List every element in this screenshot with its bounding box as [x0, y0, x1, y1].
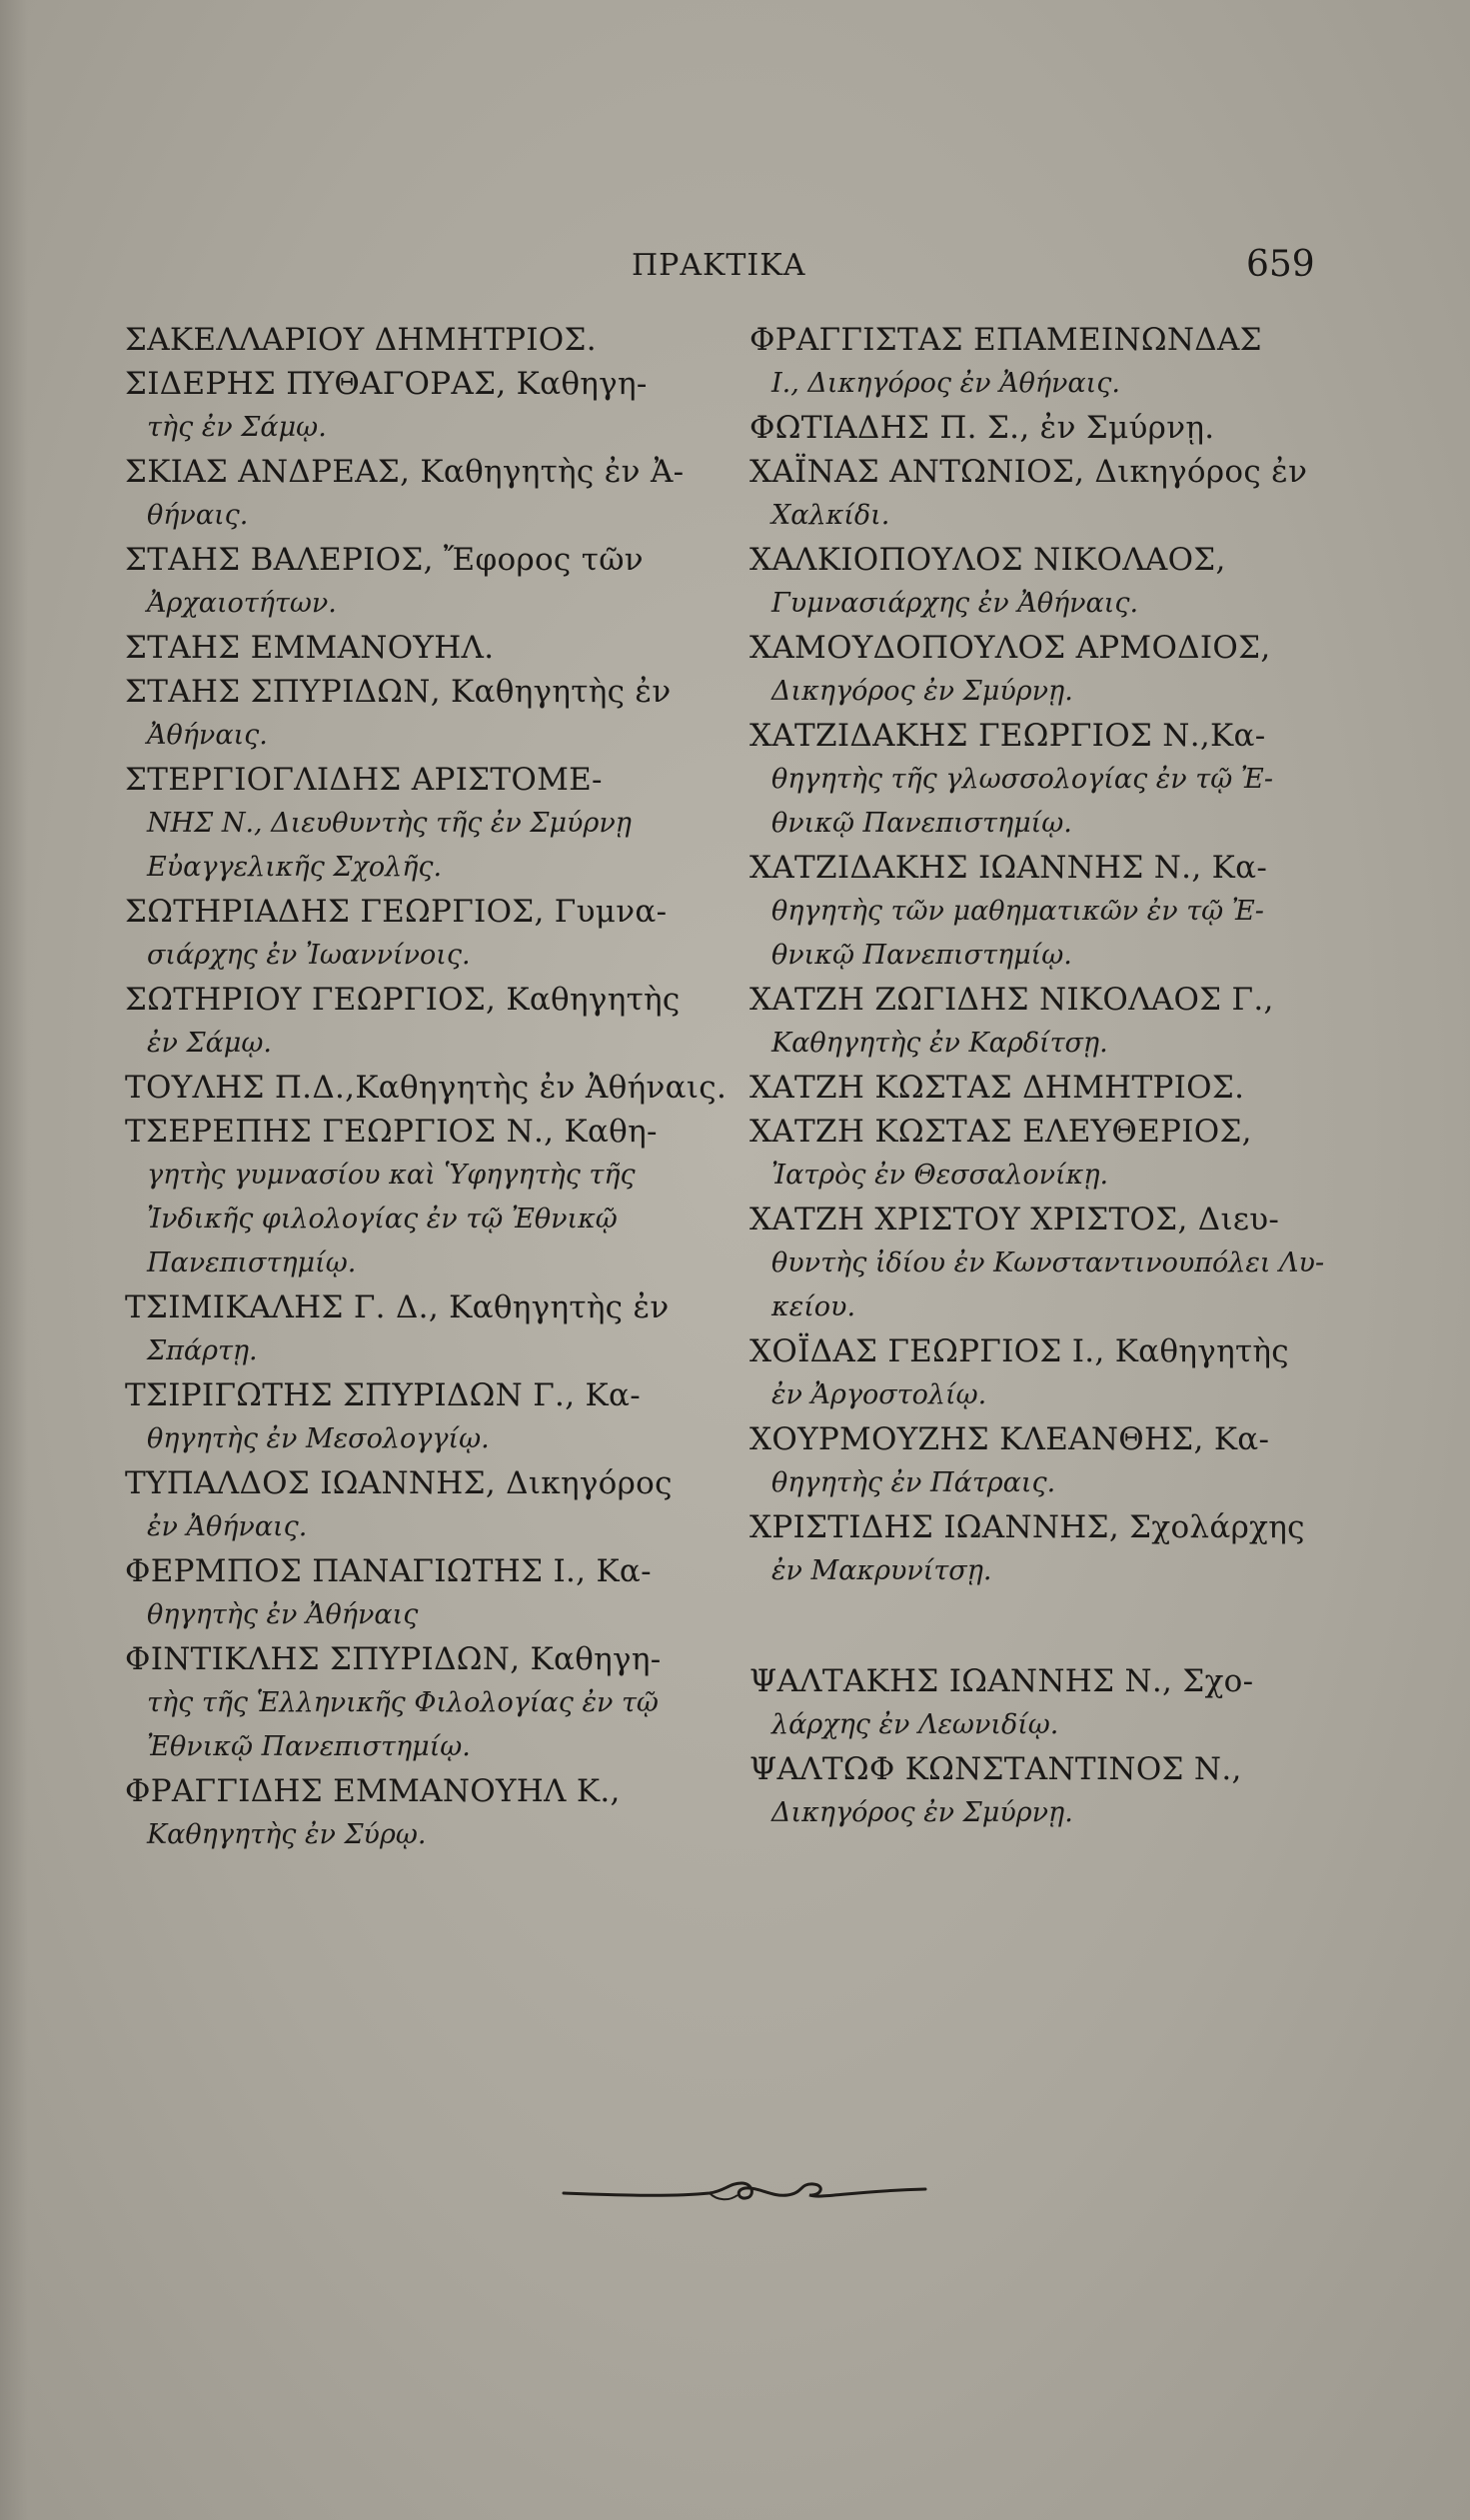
entry-name-line: ΣΤΑΗΣ ΣΠΥΡΙΔΩΝ, Καθηγητὴς ἐν — [125, 674, 672, 710]
entry-continuation-line: Ἀρχαιοτήτων. — [147, 588, 337, 619]
entry-name-line: ΨΑΛΤΩΦ ΚΩΝΣΤΑΝΤΙΝΟΣ Ν., — [749, 1751, 1242, 1787]
register-entry — [125, 1110, 725, 1285]
entry-name-line: ΦΡΑΓΓΙΔΗΣ ΕΜΜΑΝΟΥΗΛ Κ., — [125, 1773, 621, 1809]
entry-continuation-line: Ἀθήναις. — [147, 720, 268, 751]
entry-continuation-line: Καθηγητὴς ἐν Σύρῳ. — [147, 1819, 427, 1850]
entry-continuation-line: Ἰνδικῆς φιλολογίας ἐν τῷ Ἐθνικῷ — [147, 1204, 618, 1235]
entry-continuation-line: Χαλκίδι. — [771, 500, 890, 531]
register-entry — [125, 1549, 725, 1637]
entry-continuation-line: Δικηγόρος ἐν Σμύρνῃ. — [771, 1797, 1073, 1828]
entry-continuation-line: σιάρχης ἐν Ἰωαννίνοις. — [147, 940, 471, 971]
entry-name-line: ΣΙΔΕΡΗΣ ΠΥΘΑΓΟΡΑΣ, Καθηγη- — [125, 366, 648, 402]
register-entry — [125, 1066, 728, 1110]
entry-name-line: ΧΡΙΣΤΙΔΗΣ ΙΩΑΝΝΗΣ, Σχολάρχης — [749, 1509, 1305, 1545]
entry-continuation-line: θηγητὴς τῶν μαθηματικῶν ἐν τῷ Ἐ- — [771, 896, 1264, 927]
entry-name-line: ΧΟΥΡΜΟΥΖΗΣ ΚΛΕΑΝΘΗΣ, Κα- — [749, 1421, 1270, 1457]
page-edge-shadow — [0, 0, 28, 2520]
entry-name-line: ΦΙΝΤΙΚΛΗΣ ΣΠΥΡΙΔΩΝ, Καθηγη- — [125, 1641, 662, 1677]
entry-continuation-line: κείου. — [771, 1291, 856, 1322]
entry-name-line: ΤΣΙΜΙΚΑΛΗΣ Γ. Δ., Καθηγητὴς ἐν — [125, 1289, 670, 1325]
register-entry — [125, 450, 725, 538]
entry-continuation-line: Καθηγητὴς ἐν Καρδίτσῃ. — [771, 1028, 1108, 1059]
entry-name-line: ΣΑΚΕΛΛΑΡΙΟΥ ΔΗΜΗΤΡΙΟΣ. — [125, 322, 597, 358]
register-entry — [749, 318, 1329, 406]
register-entry — [125, 670, 725, 758]
register-entry — [749, 626, 1329, 714]
vertical-gap — [749, 1593, 1329, 1659]
register-entry — [749, 538, 1329, 626]
left-column — [125, 318, 728, 1857]
entry-name-line: ΧΑΤΖΗ ΚΩΣΤΑΣ ΕΛΕΥΘΕΡΙΟΣ, — [749, 1114, 1252, 1150]
entry-continuation-line: ἐν Ἀργοστολίῳ. — [771, 1379, 987, 1410]
running-header: ΠΡΑΚΤΙΚΑ — [632, 248, 806, 283]
entry-name-line: ΣΤΑΗΣ ΕΜΜΑΝΟΥΗΛ. — [125, 630, 495, 666]
entry-continuation-line: θήναις. — [147, 500, 249, 531]
register-entry — [125, 890, 725, 978]
entry-name-line: ΣΚΙΑΣ ΑΝΔΡΕΑΣ, Καθηγητὴς ἐν Ἀ- — [125, 454, 685, 490]
entry-continuation-line: θνικῷ Πανεπιστημίῳ. — [771, 808, 1072, 839]
register-entry — [749, 1066, 1329, 1110]
entry-continuation-line: γητὴς γυμνασίου καὶ Ὑφηγητὴς τῆς — [147, 1160, 636, 1191]
entry-continuation-line: Σπάρτῃ. — [147, 1335, 258, 1366]
register-entry — [125, 318, 725, 362]
entry-name-line: ΣΤΑΗΣ ΒΑΛΕΡΙΟΣ, Ἔφορος τῶν — [125, 542, 644, 578]
register-entry — [125, 538, 725, 626]
entry-name-line: ΣΤΕΡΓΙΟΓΛΙΔΗΣ ΑΡΙΣΤΟΜΕ- — [125, 762, 603, 798]
entry-name-line: ΧΑΤΖΗ ΚΩΣΤΑΣ ΔΗΜΗΤΡΙΟΣ. — [749, 1070, 1245, 1106]
entry-continuation-line: θηγητὴς ἐν Μεσολογγίῳ. — [147, 1423, 490, 1454]
entry-name-line: ΧΑΜΟΥΔΟΠΟΥΛΟΣ ΑΡΜΟΔΙΟΣ, — [749, 630, 1271, 666]
register-entry — [749, 450, 1329, 538]
register-entry — [125, 1285, 725, 1373]
entry-continuation-line: θηγητὴς τῆς γλωσσολογίας ἐν τῷ Ἐ- — [771, 764, 1273, 795]
register-entry — [125, 758, 725, 890]
entry-name-line: ΧΟΪΔΑΣ ΓΕΩΡΓΙΟΣ Ι., Καθηγητὴς — [749, 1333, 1289, 1369]
entry-continuation-line: ΝΗΣ Ν., Διευθυντὴς τῆς ἐν Σμύρνῃ — [147, 808, 632, 839]
register-entry — [125, 1637, 725, 1769]
register-entry — [749, 1329, 1329, 1417]
right-column — [749, 318, 1329, 1835]
register-entry — [125, 362, 725, 450]
entry-continuation-line: Εὐαγγελικῆς Σχολῆς. — [147, 852, 443, 883]
register-entry — [749, 1417, 1329, 1505]
entry-continuation-line: Πανεπιστημίῳ. — [147, 1248, 357, 1278]
entry-name-line: ΧΑΛΚΙΟΠΟΥΛΟΣ ΝΙΚΟΛΑΟΣ, — [749, 542, 1226, 578]
decorative-ornament — [560, 2171, 929, 2211]
entry-continuation-line: ἐν Μακρυνίτσῃ. — [771, 1555, 992, 1586]
register-entry — [749, 406, 1329, 450]
entry-name-line: ΦΕΡΜΠΟΣ ΠΑΝΑΓΙΩΤΗΣ Ι., Κα- — [125, 1553, 652, 1589]
register-entry — [125, 626, 725, 670]
entry-continuation-line: Ι., Δικηγόρος ἐν Ἀθήναις. — [771, 368, 1120, 399]
register-entry — [749, 1198, 1329, 1329]
register-entry — [125, 1769, 725, 1857]
register-entry — [125, 1461, 725, 1549]
entry-continuation-line: Ἰατρὸς ἐν Θεσσαλονίκῃ. — [771, 1160, 1109, 1191]
entry-name-line: ΤΟΥΛΗΣ Π.Δ.,Καθηγητὴς ἐν Ἀθήναις. — [125, 1070, 728, 1106]
entry-continuation-line: λάρχης ἐν Λεωνιδίῳ. — [771, 1709, 1059, 1740]
entry-continuation-line: ἐν Σάμῳ. — [147, 1028, 272, 1059]
entry-name-line: ΤΣΕΡΕΠΗΣ ΓΕΩΡΓΙΟΣ Ν., Καθη- — [125, 1114, 658, 1150]
entry-continuation-line: θηγητὴς ἐν Ἀθήναις — [147, 1599, 419, 1630]
entry-continuation-line: θνικῷ Πανεπιστημίῳ. — [771, 940, 1072, 971]
register-entry — [749, 714, 1329, 846]
entry-name-line: ΦΡΑΓΓΙΣΤΑΣ ΕΠΑΜΕΙΝΩΝΔΑΣ — [749, 322, 1262, 358]
register-entry — [749, 846, 1329, 978]
entry-name-line: ΤΥΠΑΛΔΟΣ ΙΩΑΝΝΗΣ, Δικηγόρος — [125, 1465, 673, 1501]
register-entry — [749, 1505, 1329, 1593]
entry-continuation-line: Δικηγόρος ἐν Σμύρνῃ. — [771, 676, 1073, 707]
entry-continuation-line: θηγητὴς ἐν Πάτραις. — [771, 1467, 1056, 1498]
entry-name-line: ΤΣΙΡΙΓΩΤΗΣ ΣΠΥΡΙΔΩΝ Γ., Κα- — [125, 1377, 641, 1413]
entry-name-line: ΨΑΛΤΑΚΗΣ ΙΩΑΝΝΗΣ Ν., Σχο- — [749, 1663, 1254, 1699]
register-entry — [749, 1110, 1329, 1198]
register-entry — [125, 978, 725, 1066]
register-entry — [749, 1747, 1329, 1835]
entry-name-line: ΧΑΤΖΗ ΖΩΓΙΔΗΣ ΝΙΚΟΛΑΟΣ Γ., — [749, 982, 1274, 1018]
entry-name-line: ΦΩΤΙΑΔΗΣ Π. Σ., ἐν Σμύρνῃ. — [749, 410, 1215, 446]
page-number: 659 — [1246, 244, 1315, 285]
entry-continuation-line: Ἐθνικῷ Πανεπιστημίῳ. — [147, 1731, 471, 1762]
entry-continuation-line: θυντὴς ἰδίου ἐν Κωνσταντινουπόλει Λυ- — [771, 1248, 1325, 1278]
entry-name-line: ΧΑΪΝΑΣ ΑΝΤΩΝΙΟΣ, Δικηγόρος ἐν — [749, 454, 1308, 490]
entry-name-line: ΧΑΤΖΙΔΑΚΗΣ ΙΩΑΝΝΗΣ Ν., Κα- — [749, 850, 1268, 886]
entry-name-line: ΣΩΤΗΡΙΑΔΗΣ ΓΕΩΡΓΙΟΣ, Γυμνα- — [125, 894, 668, 930]
register-entry — [749, 1659, 1329, 1747]
entry-continuation-line: ἐν Ἀθήναις. — [147, 1511, 308, 1542]
entry-name-line: ΧΑΤΖΙΔΑΚΗΣ ΓΕΩΡΓΙΟΣ Ν.,Κα- — [749, 718, 1266, 754]
entry-continuation-line: Γυμνασιάρχης ἐν Ἀθήναις. — [771, 588, 1139, 619]
register-entry — [125, 1373, 725, 1461]
register-entry — [749, 978, 1329, 1066]
entry-name-line: ΧΑΤΖΗ ΧΡΙΣΤΟΥ ΧΡΙΣΤΟΣ, Διευ- — [749, 1202, 1280, 1238]
entry-continuation-line: τὴς ἐν Σάμῳ. — [147, 412, 327, 443]
entry-continuation-line: τὴς τῆς Ἑλληνικῆς Φιλολογίας ἐν τῷ — [147, 1687, 659, 1718]
entry-name-line: ΣΩΤΗΡΙΟΥ ΓΕΩΡΓΙΟΣ, Καθηγητὴς — [125, 982, 681, 1018]
